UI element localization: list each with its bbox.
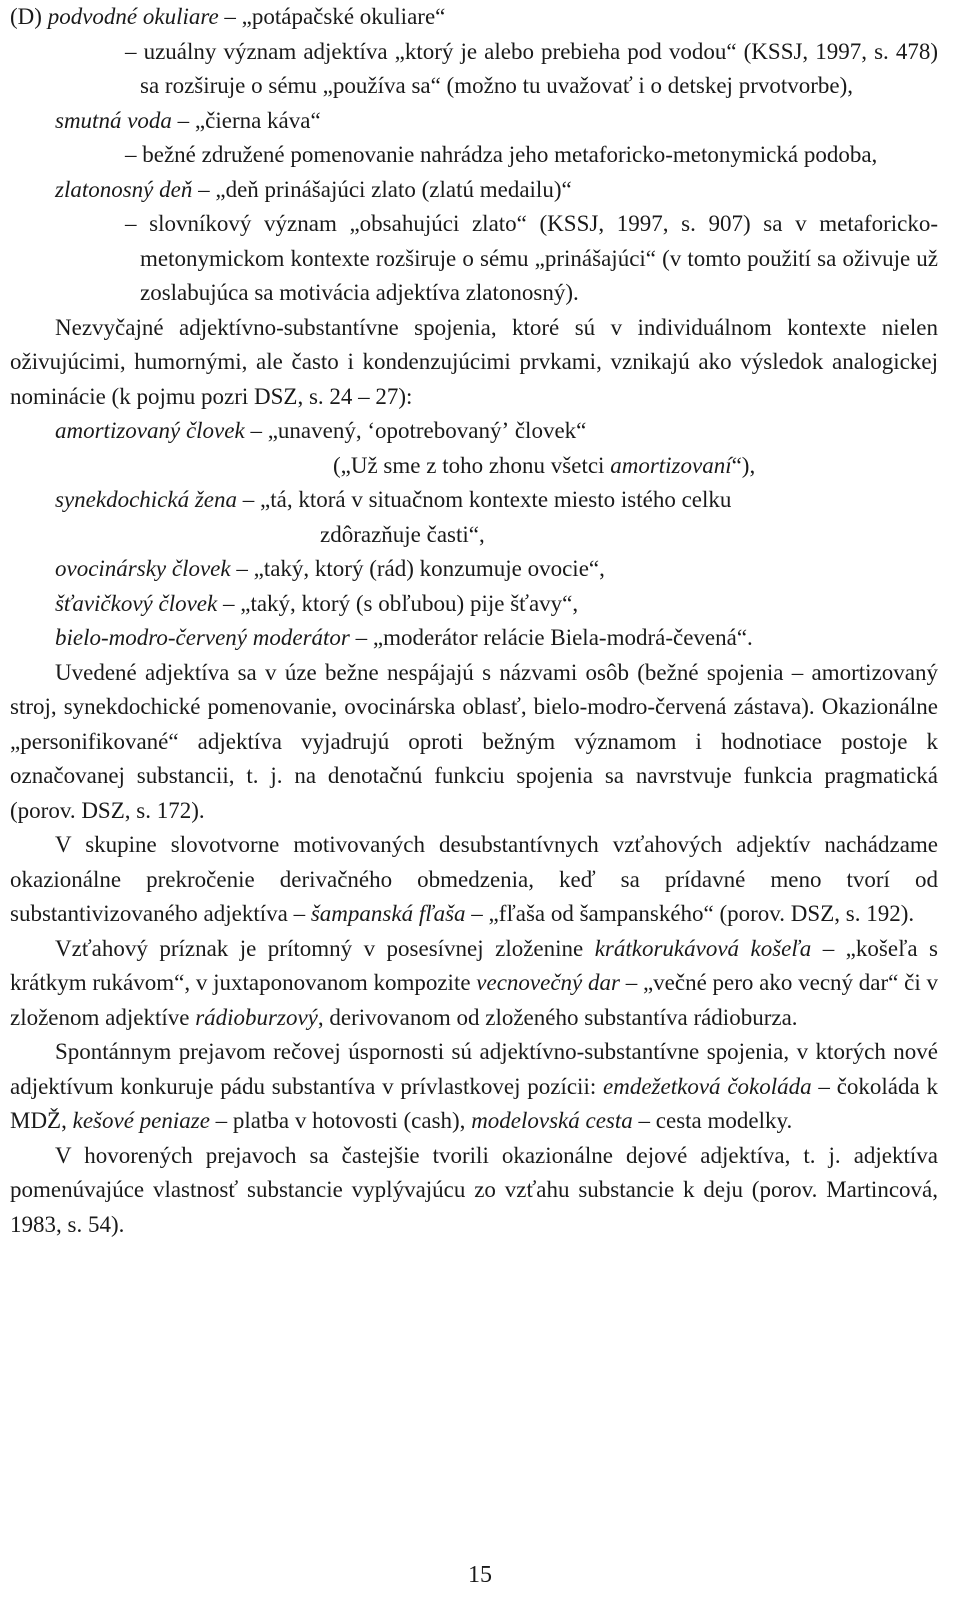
continuation-term: amortizovaní xyxy=(610,452,732,478)
paragraph-text: – „večné pero ako vecný dar“ či v zloženom adjektíve xyxy=(10,970,938,1030)
paragraph-text: Vzťahový príznak je prítomný v posesívnej zloženine xyxy=(55,935,595,961)
example-continuation xyxy=(10,449,938,484)
continuation-text: („Už sme z toho zhonu všetci xyxy=(333,452,611,478)
example-synekdochicka xyxy=(10,483,938,518)
example-gloss: – „unavený, ʻopotrebovanýʼ človek“ xyxy=(244,418,587,443)
paragraph-term: krátkorukávová košeľa xyxy=(594,935,812,961)
paragraph-term: kešové peniaze xyxy=(72,1108,210,1133)
example-gloss: – „potápačské okuliare“ xyxy=(218,4,446,29)
paragraph-term: rádioburzový xyxy=(195,1004,318,1030)
example-ovocinarsky xyxy=(10,552,938,587)
page-content xyxy=(10,0,938,1242)
paragraph-term: vecnovečný dar xyxy=(476,970,620,995)
paragraph-skupine xyxy=(10,828,938,932)
example-term: smutná voda xyxy=(55,107,172,133)
paragraph-vztahovy xyxy=(10,932,938,1036)
paragraph-text: – platba v hotovosti (cash), xyxy=(209,1108,472,1133)
paragraph-text: – cesta modelky. xyxy=(632,1108,793,1133)
paragraph-term: šampanská fľaša xyxy=(310,901,466,926)
example-gloss: – „taký, ktorý (rád) konzumuje ovocie“, xyxy=(230,556,605,581)
example-label: (D) xyxy=(10,4,48,29)
example-term: amortizovaný človek xyxy=(55,418,245,443)
example-term: šťavičkový človek xyxy=(55,590,218,616)
example-term: synekdochická žena xyxy=(55,487,238,512)
example-definition: – bežné združené pomenovanie nahrádza jeho metaforicko-metonymická podoba, xyxy=(125,142,878,167)
paragraph-text: Spontánnym prejavom rečovej úspornosti sú adjektívno-substantívne spojenia, v ktorých nové adjektívum konkuruje pádu substantíva v prívlastkovej pozícii: xyxy=(10,1039,938,1099)
example-gloss: – „čierna káva“ xyxy=(171,107,321,133)
example-definition: – uzuálny význam adjektíva „ktorý je alebo prebieha pod vodou“ (KSSJ, 1997, s. 478) sa rozširuje o sému „používa sa“ (možno tu uvažovať i o detskej prvotvorbe), xyxy=(125,38,938,98)
paragraph-text: V skupine slovotvorne motivovaných desubstantívnych vzťahových adjektív nachádzame okazionálne prekročenie derivačného obmedzenia, keď sa prídavné meno tvorí od substantivizovaného adjektíva – xyxy=(10,832,938,926)
paragraph-text: – čokoláda k MDŽ, xyxy=(10,1073,939,1133)
example-gloss: – „deň prinášajúci zlato (zlatú medailu)“ xyxy=(192,176,572,202)
paragraph-nezvycajne: Nezvyčajné adjektívno-substantívne spojenia, ktoré sú v individuálnom kontexte nielen oživujúcimi, humornými, ale často i kondenzujúcimi prvkami, vznikajú ako výsledok analogickej nominácie (k pojmu pozri DSZ, s. 24 – 27): xyxy=(10,314,938,409)
paragraph-spontannym xyxy=(10,1035,938,1139)
example-podvodne-okuliare xyxy=(10,0,938,35)
example-gloss: – „moderátor relácie Biela-modrá-čevená“. xyxy=(349,625,753,650)
example-smutna-voda xyxy=(10,104,938,139)
example-term: bielo-modro-červený moderátor xyxy=(55,625,350,650)
paragraph-hovorenych: V hovorených prejavoch sa častejšie tvorili okazionálne dejové adjektíva, t. j. adjektíva pomenúvajúce vlastnosť substancie vyplývajúcu zo vzťahu substancie k deju (porov. Martincová, 1983, s. 54). xyxy=(10,1142,938,1237)
paragraph-uvedene: Uvedené adjektíva sa v úze bežne nespájajú s názvami osôb (bežné spojenia – amortizovaný stroj, synekdochické pomenovanie, ovocinárska oblasť, bielo-modro-červená zástava). Okazionálne „personifikované“ adjektíva vyjadrujú oproti bežným významom i hodnotiace postoje k označovanej substancii, t. j. na denotačnú funkciu spojenia sa navrstvuje funkcia pragmatická (porov. DSZ, s. 172). xyxy=(10,659,938,823)
example-bielo-modro-cerveny xyxy=(10,621,938,656)
page-number: 15 xyxy=(468,1562,492,1588)
continuation-text: “), xyxy=(731,452,756,478)
example-zlatonosny-den xyxy=(10,173,938,208)
example-term: ovocinársky človek xyxy=(55,556,231,581)
example-definition: – slovníkový význam „obsahujúci zlato“ (KSSJ, 1997, s. 907) sa v metaforicko-metonymickom kontexte rozširuje o sému „prinášajúci“ (v tomto použití sa oživuje už zoslabujúca sa motivácia adjektíva zlatonosný). xyxy=(125,211,938,305)
example-gloss: – „tá, ktorá v situačnom kontexte miesto istého celku xyxy=(237,487,732,512)
example-amortizovany xyxy=(10,414,938,449)
paragraph-text: – „fľaša od šampanského“ (porov. DSZ, s. 192). xyxy=(465,901,915,926)
example-term: zlatonosný deň xyxy=(55,176,193,202)
paragraph-term: modelovská cesta xyxy=(471,1108,633,1133)
example-stavickovy xyxy=(10,587,938,622)
paragraph-text: – „košeľa s krátkym rukávom“, v juxtaponovanom kompozite xyxy=(10,935,938,995)
example-term: podvodné okuliare xyxy=(47,4,219,29)
paragraph-term: emdežetková čokoláda xyxy=(603,1073,812,1099)
paragraph-text: , derivovanom od zloženého substantíva rádioburza. xyxy=(317,1004,798,1030)
example-gloss: – „taký, ktorý (s obľubou) pije šťavy“, xyxy=(217,590,579,616)
example-continuation: zdôrazňuje časti“, xyxy=(320,521,485,547)
